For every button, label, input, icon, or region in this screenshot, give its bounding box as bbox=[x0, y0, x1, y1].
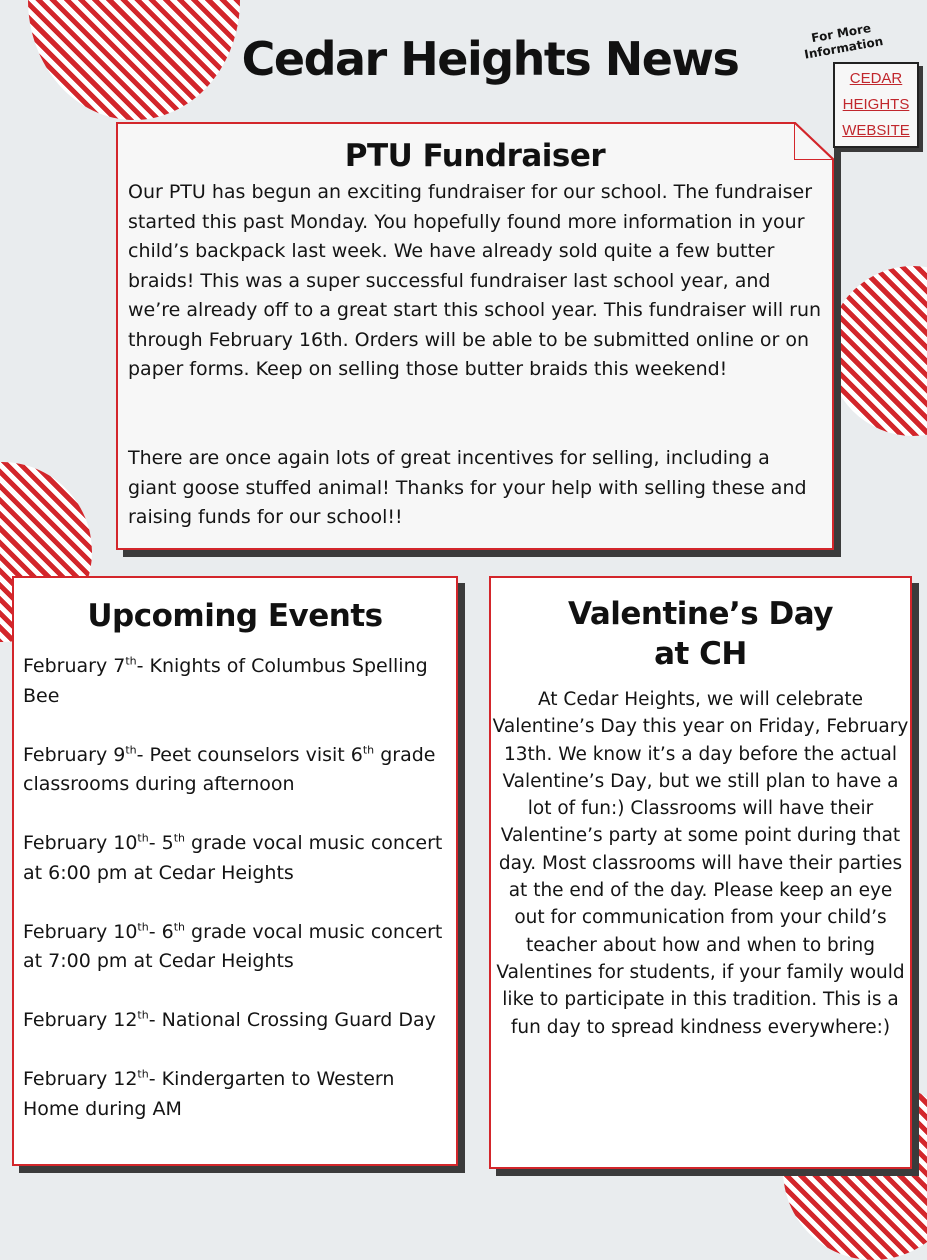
ptu-title: PTU Fundraiser bbox=[344, 138, 606, 174]
folded-corner-icon bbox=[794, 122, 834, 160]
event-item: February 10th- 5th grade vocal music concert at 6:00 pm at Cedar Heights bbox=[23, 831, 443, 884]
event-item: February 7th- Knights of Columbus Spelling Bee bbox=[23, 654, 428, 707]
events-list bbox=[23, 652, 448, 1154]
event-item: February 10th- 6th grade vocal music concert at 7:00 pm at Cedar Heights bbox=[23, 920, 443, 972]
event-item: February 12th- National Crossing Guard Day bbox=[23, 1008, 436, 1031]
upcoming-events-title: Upcoming Events bbox=[87, 598, 383, 634]
website-link-button[interactable] bbox=[833, 62, 919, 148]
valentines-title-line-2: at CH bbox=[654, 636, 747, 672]
upcoming-events-card bbox=[12, 576, 458, 1166]
website-link-text[interactable]: CEDAR HEIGHTS WEBSITE bbox=[842, 70, 910, 139]
event-item: February 12th- Kindergarten to Western Home during AM bbox=[23, 1067, 395, 1120]
valentines-day-card bbox=[489, 576, 912, 1169]
valentines-title-line-1: Valentine’s Day bbox=[568, 596, 833, 632]
valentines-day-text: At Cedar Heights, we will celebrate Valentine’s Day this year on Friday, February 13th. We know it’s a day before the actual Valentine’s Day, but we still plan to have a lot of fun:) Classrooms will have their Valentine’s party at some point during that day. Most classrooms will have their parties at the end of the day. Please keep an eye out for communication from your child’s teacher about how and when to bring Valentines for students, if your family would like to participate in this tradition. This is a fun day to spread kindness everywhere:) bbox=[492, 689, 909, 1038]
event-item: February 9th- Peet counselors visit 6th grade classrooms during afternoon bbox=[23, 743, 436, 795]
ptu-paragraph-2: There are once again lots of great incentives for selling, including a giant goose stuffed animal! Thanks for your help with selling these and raising funds for our school!! bbox=[128, 447, 807, 528]
ptu-fundraiser-card bbox=[116, 122, 834, 550]
striped-circle-right bbox=[828, 266, 927, 436]
newsletter-title: Cedar Heights News bbox=[241, 32, 739, 86]
valentines-day-title bbox=[491, 594, 910, 674]
ptu-paragraph-1: Our PTU has begun an exciting fundraiser for our school. The fundraiser started this past Monday. You hopefully found more information in your child’s backpack last week. We have already sold quite a few butter braids! This was a super successful fundraiser last school year, and we’re already off to a great start this school year. This fundraiser will run through February 16th. Orders will be able to be submitted online or on paper forms. Keep on selling those butter braids this weekend! bbox=[128, 181, 822, 380]
more-info-label: For More Information bbox=[803, 20, 885, 62]
